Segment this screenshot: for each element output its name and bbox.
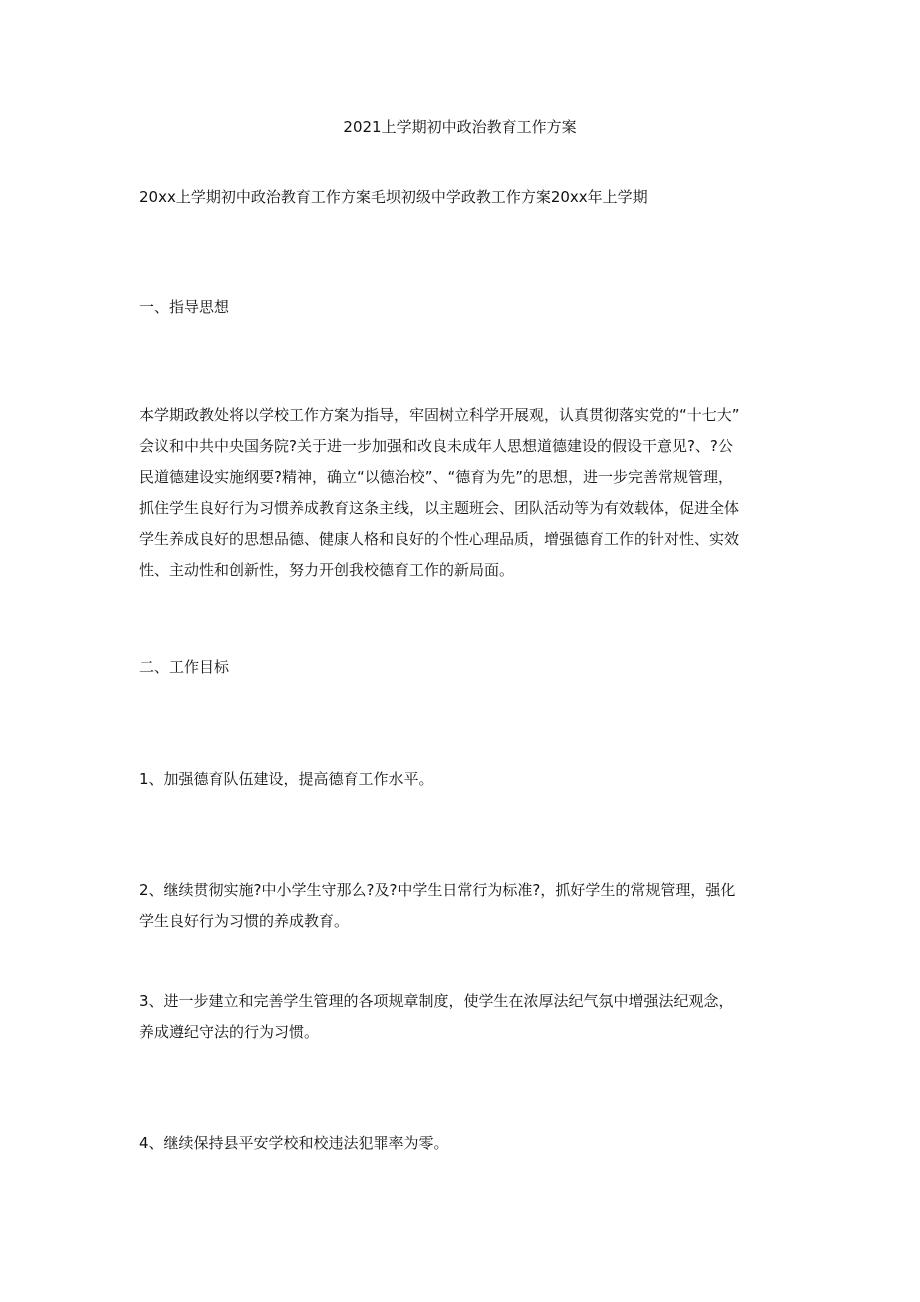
section-heading-work-goals: 二、工作目标 bbox=[139, 658, 230, 676]
goal-item-3: 3、进一步建立和完善学生管理的各项规章制度，使学生在浓厚法纪气氛中增强法纪观念， bbox=[139, 992, 734, 1010]
paragraph-line: 民道德建设实施纲要?精神，确立“以德治校”、“德育为先”的思想，进一步完善常规管理， bbox=[139, 468, 734, 486]
paragraph-line: 会议和中共中央国务院?关于进一步加强和改良未成年人思想道德建设的假设干意见?、?公 bbox=[139, 437, 733, 455]
document-subtitle: 20xx上学期初中政治教育工作方案毛坝初级中学政教工作方案20xx年上学期 bbox=[139, 188, 648, 206]
goal-item-2: 2、继续贯彻实施?中小学生守那么?及?中学生日常行为标准?，抓好学生的常规管理，强化 bbox=[139, 881, 736, 899]
paragraph-line: 抓住学生良好行为习惯养成教育这条主线，以主题班会、团队活动等为有效载体，促进全体 bbox=[139, 499, 740, 517]
document-title: 2021上学期初中政治教育工作方案 bbox=[343, 118, 577, 136]
paragraph-line: 性、主动性和创新性，努力开创我校德育工作的新局面。 bbox=[139, 561, 515, 579]
paragraph-line: 学生养成良好的思想品德、健康人格和良好的个性心理品质，增强德育工作的针对性、实效 bbox=[139, 530, 740, 548]
goal-item-4: 4、继续保持县平安学校和校违法犯罪率为零。 bbox=[139, 1134, 449, 1152]
goal-item-3-cont: 养成遵纪守法的行为习惯。 bbox=[139, 1023, 320, 1041]
goal-item-2-cont: 学生良好行为习惯的养成教育。 bbox=[139, 912, 350, 930]
goal-item-1: 1、加强德育队伍建设，提高德育工作水平。 bbox=[139, 770, 434, 788]
paragraph-line: 本学期政教处将以学校工作方案为指导，牢固树立科学开展观，认真贯彻落实党的“十七大” bbox=[139, 406, 740, 424]
section-heading-guiding-ideology: 一、指导思想 bbox=[139, 298, 230, 316]
